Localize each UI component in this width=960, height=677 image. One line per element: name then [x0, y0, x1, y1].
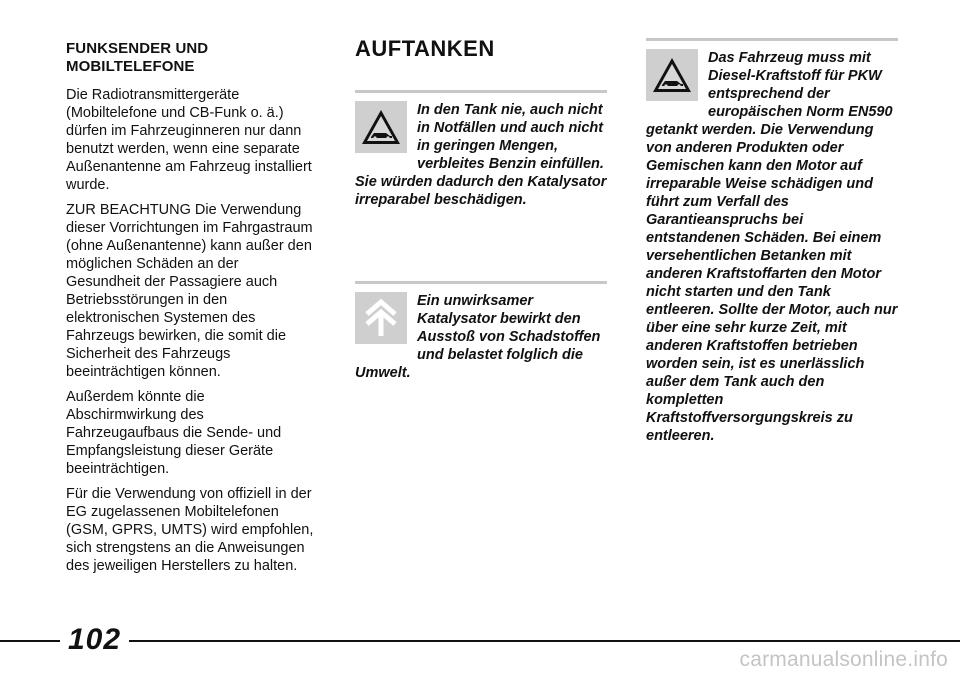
- footer-rule: [0, 640, 960, 642]
- radio-section: [66, 40, 316, 582]
- environment-notice: [355, 281, 607, 382]
- divider: [355, 281, 607, 284]
- paragraph: Die Radiotransmittergeräte (Mobiltelefone und CB-Funk o. ä.) dürfen im Fahrzeuginneren nur dann benutzt werden, wenn eine separate Außenantenne am Fahrzeug installiert wurde.: [66, 87, 312, 193]
- page-number: 102: [60, 622, 129, 658]
- warning-triangle-car-icon: [355, 101, 407, 153]
- warning-triangle-car-icon: [646, 49, 698, 101]
- environment-chevron-icon: [355, 292, 407, 344]
- warning-notice-diesel: [646, 38, 898, 445]
- watermark: carmanualsonline.info: [739, 648, 948, 671]
- divider: [355, 90, 607, 93]
- notice-text: In den Tank nie, auch nicht in Notfällen und auch nicht in geringen Mengen, verbleites Benzin einfüllen. Sie würden dadurch den Katalysator irreparabel beschädigen.: [355, 102, 607, 208]
- paragraph: Außerdem könnte die Abschirmwirkung des Fahrzeugaufbaus die Sende- und Empfangsleistung dieser Geräte beeinträchtigen.: [66, 389, 282, 477]
- divider: [646, 38, 898, 41]
- paragraph: Für die Verwendung von offiziell in der EG zugelassenen Mobiltelefonen (GSM, GPRS, UMTS) wird empfohlen, sich strengstens an die Anweisungen des jeweiligen Herstellers zu halten.: [66, 486, 314, 574]
- notice-text: Das Fahrzeug muss mit Diesel-Kraftstoff für PKW entsprechend der europäischen Norm EN590 getankt werden. Die Verwendung von anderen Produkten oder Gemischen kann den Motor auf irreparable Weise schädigen und führt zum Verfall des Garantieanspruchs bei entstandenen Schäden. Bei einem versehentlichen Betanken mit anderen Kraftstoffarten den Motor nicht starten und den Tank entleeren. Sollte der Motor, auch nur über eine sehr kurze Zeit, mit anderen Kraftstoffen betrieben worden sein, ist es unerlässlich außer dem Tank auch den kompletten Kraftstoffversorgungskreis zu entleeren.: [646, 50, 898, 444]
- notice-text: Ein unwirksamer Katalysator bewirkt den Ausstoß von Schadstoffen und belastet folglich die Umwelt.: [355, 293, 601, 381]
- section-heading: FUNKSENDER UND MOBILTELEFONE: [66, 40, 209, 75]
- warning-notice-leaded-fuel: [355, 90, 607, 209]
- refuel-title-block: [355, 36, 607, 62]
- paragraph: ZUR BEACHTUNG Die Verwendung dieser Vorrichtungen im Fahrgastraum (ohne Außenantenne) kann außer den möglichen Schäden an der Gesundheit der Passagiere auch Betriebsstörungen in den elektronischen Systemen des Fahrzeugs bewirken, die somit die Sicherheit des Fahrzeugs beeinträchtigen können.: [66, 202, 313, 380]
- page-title: AUFTANKEN: [355, 36, 495, 61]
